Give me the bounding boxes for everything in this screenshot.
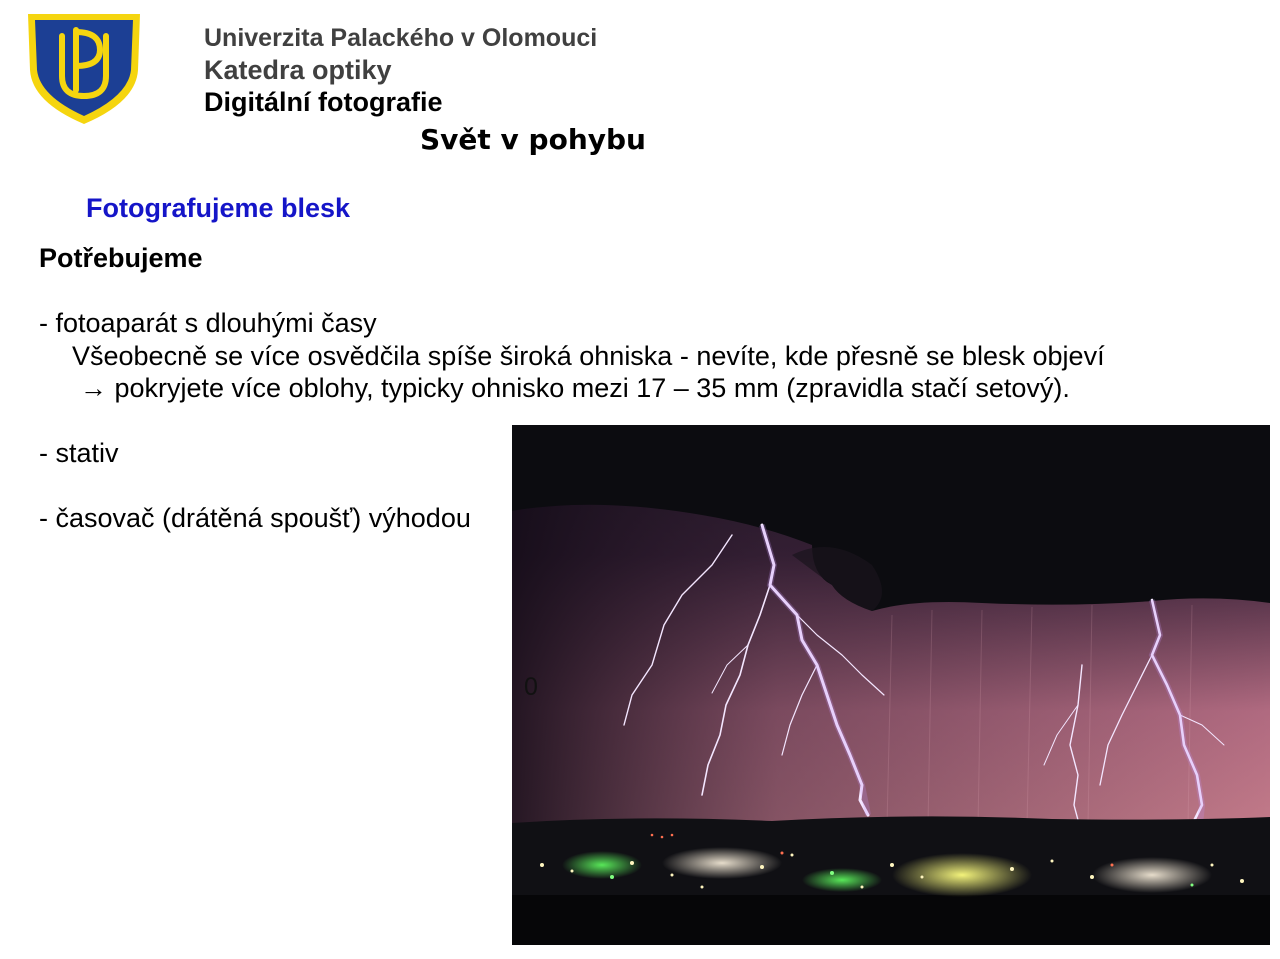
course-name: Digitální fotografie bbox=[204, 87, 443, 117]
requirement-remote-release: - časovač (drátěná spoušť) výhodou bbox=[39, 503, 471, 533]
requirements-heading: Potřebujeme bbox=[39, 243, 203, 273]
stray-label: 0 bbox=[524, 673, 538, 701]
department-name: Katedra optiky bbox=[204, 55, 392, 85]
university-name: Univerzita Palackého v Olomouci bbox=[204, 24, 598, 52]
requirement-camera-note: Všeobecně se více osvědčila spíše široká ohniska - nevíte, kde přesně se blesk objeví bbox=[72, 341, 1105, 371]
requirement-camera-note-2: → pokryjete více oblohy, typicky ohnisko mezi 17 – 35 mm (zpravidla stačí setový). bbox=[80, 373, 1070, 403]
lightning-photo bbox=[512, 425, 1270, 945]
requirement-tripod: - stativ bbox=[39, 438, 119, 468]
university-logo bbox=[24, 10, 144, 128]
requirement-camera: - fotoaparát s dlouhými časy bbox=[39, 308, 377, 338]
slide-subtitle: Fotografujeme blesk bbox=[86, 193, 351, 223]
slide-title: Svět v pohybu bbox=[420, 123, 646, 156]
